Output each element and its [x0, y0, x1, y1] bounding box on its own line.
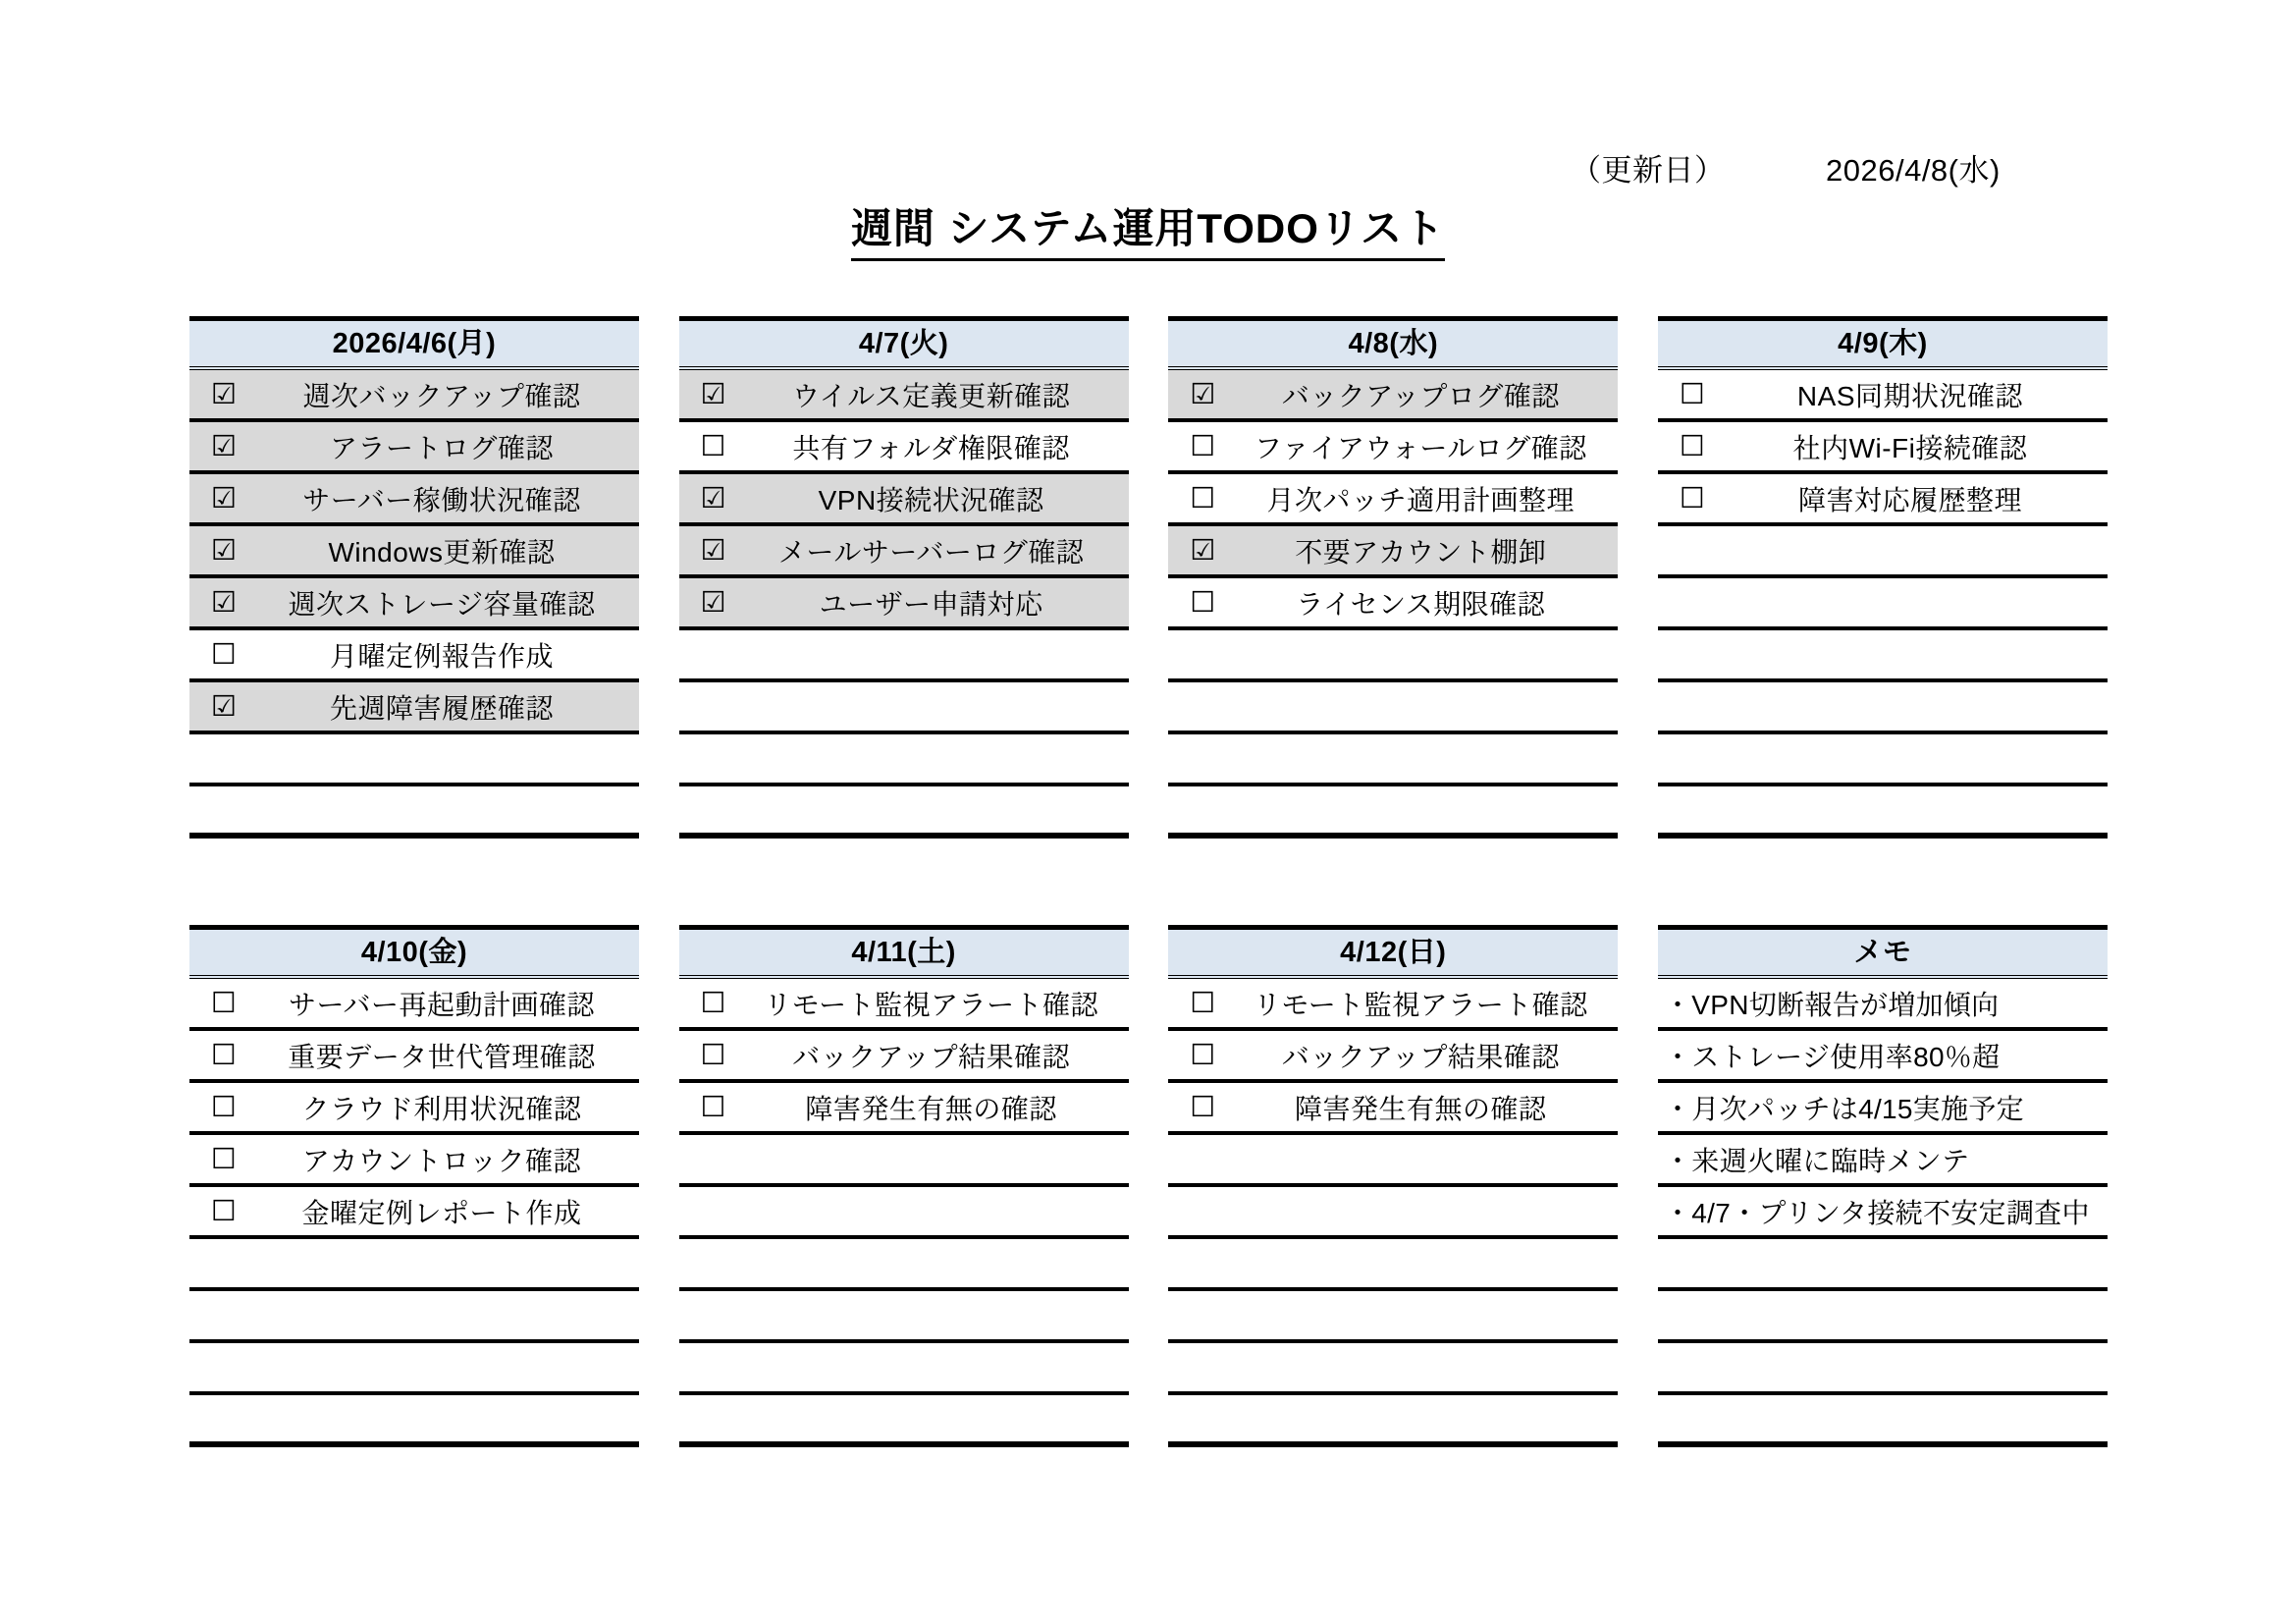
task-label: 障害発生有無の確認: [805, 1093, 1057, 1124]
document-header: [0, 145, 2296, 192]
task-label: バックアップ結果確認: [792, 1041, 1071, 1072]
task-label: NAS同期状況確認: [1796, 380, 2023, 411]
day-block-fri: [189, 925, 639, 1447]
checkbox-unchecked-icon[interactable]: ☐: [1190, 1090, 1216, 1123]
task-row-empty[interactable]: [679, 682, 1129, 734]
day-block-thu: [1658, 316, 2108, 839]
task-row-empty[interactable]: [1168, 630, 1618, 682]
update-date-value: 2026/4/8(水): [1826, 153, 2001, 188]
task-label: 週次バックアップ確認: [302, 380, 581, 411]
task-row-empty[interactable]: [679, 1395, 1129, 1447]
day-block-header-wed: 4/8(水): [1168, 316, 1618, 370]
memo-text: ・ストレージ使用率80％超: [1663, 1041, 2001, 1072]
checkbox-unchecked-icon[interactable]: ☐: [211, 1038, 237, 1071]
task-row-empty[interactable]: [189, 734, 639, 786]
checkbox-checked-icon[interactable]: ☑: [211, 585, 237, 619]
task-row[interactable]: [679, 979, 1129, 1031]
memo-text: ・VPN切断報告が増加傾向: [1663, 989, 2000, 1020]
task-label: 共有フォルダ権限確認: [792, 432, 1070, 463]
checkbox-unchecked-icon[interactable]: ☐: [211, 1090, 237, 1123]
day-block-header-memo: メモ: [1658, 925, 2108, 979]
task-row[interactable]: [189, 474, 639, 526]
task-row-empty[interactable]: [1168, 1395, 1618, 1447]
task-row[interactable]: [679, 474, 1129, 526]
task-row-empty[interactable]: [189, 1291, 639, 1343]
task-row-empty[interactable]: [1658, 786, 2108, 839]
checkbox-checked-icon[interactable]: ☑: [700, 377, 726, 410]
task-row[interactable]: [1168, 526, 1618, 578]
memo-text: ・月次パッチは4/15実施予定: [1663, 1093, 2024, 1124]
task-label: 週次ストレージ容量確認: [288, 588, 596, 620]
task-row[interactable]: [679, 578, 1129, 630]
day-block-sun: [1168, 925, 1618, 1447]
task-row[interactable]: [1168, 1083, 1618, 1135]
checkbox-unchecked-icon[interactable]: ☐: [211, 637, 237, 671]
day-block-mon: [189, 316, 639, 839]
task-label: リモート監視アラート確認: [1253, 989, 1588, 1020]
task-row-empty[interactable]: [1168, 734, 1618, 786]
update-date-label: （更新日）: [1571, 153, 1726, 188]
task-row[interactable]: [189, 1135, 639, 1187]
checkbox-unchecked-icon[interactable]: ☐: [1679, 481, 1705, 514]
checkbox-checked-icon[interactable]: ☑: [700, 585, 726, 619]
memo-row[interactable]: [1658, 979, 2108, 1031]
task-row-empty[interactable]: [1658, 578, 2108, 630]
checkbox-unchecked-icon[interactable]: ☐: [211, 1194, 237, 1227]
checkbox-unchecked-icon[interactable]: ☐: [1679, 377, 1705, 410]
task-row[interactable]: [679, 422, 1129, 474]
day-block-header-sat: 4/11(土): [679, 925, 1129, 979]
task-row-empty[interactable]: [1658, 526, 2108, 578]
task-label: 月次パッチ適用計画整理: [1266, 484, 1575, 515]
task-row-empty[interactable]: [1658, 734, 2108, 786]
task-row-empty[interactable]: [1168, 1239, 1618, 1291]
task-row[interactable]: [679, 1031, 1129, 1083]
task-label: リモート監視アラート確認: [764, 989, 1099, 1020]
page-title: 週間 システム運用TODOリスト: [851, 196, 1445, 261]
task-label: VPN接続状況確認: [818, 484, 1044, 515]
checkbox-unchecked-icon[interactable]: ☐: [1190, 429, 1216, 462]
task-label: メールサーバーログ確認: [777, 536, 1085, 568]
memo-row[interactable]: [1658, 1187, 2108, 1239]
checkbox-unchecked-icon[interactable]: ☐: [1679, 429, 1705, 462]
task-row-empty[interactable]: [189, 1343, 639, 1395]
checkbox-unchecked-icon[interactable]: ☐: [700, 1038, 726, 1071]
task-row[interactable]: [1658, 370, 2108, 422]
day-block-header-mon: 2026/4/6(月): [189, 316, 639, 370]
memo-row-empty[interactable]: [1658, 1291, 2108, 1343]
memo-row-empty[interactable]: [1658, 1239, 2108, 1291]
task-row[interactable]: [679, 1083, 1129, 1135]
memo-row[interactable]: [1658, 1135, 2108, 1187]
task-row[interactable]: [679, 370, 1129, 422]
task-row-empty[interactable]: [1168, 682, 1618, 734]
task-row-empty[interactable]: [1168, 1187, 1618, 1239]
task-label: ウイルス定義更新確認: [791, 380, 1071, 411]
memo-row-empty[interactable]: [1658, 1343, 2108, 1395]
task-label: 月曜定例報告作成: [329, 640, 554, 672]
checkbox-checked-icon[interactable]: ☑: [211, 689, 237, 723]
task-row-empty[interactable]: [189, 1395, 639, 1447]
task-row-empty[interactable]: [189, 786, 639, 839]
task-label: ライセンス期限確認: [1296, 588, 1546, 620]
task-row[interactable]: [1168, 578, 1618, 630]
task-row-empty[interactable]: [1168, 1135, 1618, 1187]
checkbox-checked-icon[interactable]: ☑: [211, 377, 237, 410]
task-label: 金曜定例レポート作成: [301, 1197, 582, 1228]
task-row[interactable]: [189, 1083, 639, 1135]
day-block-row-upper: [189, 316, 2108, 839]
task-row[interactable]: [1658, 474, 2108, 526]
checkbox-checked-icon[interactable]: ☑: [211, 481, 237, 514]
task-row-empty[interactable]: [679, 1187, 1129, 1239]
task-label: サーバー稼働状況確認: [302, 484, 581, 515]
task-label: アカウントロック確認: [301, 1145, 582, 1176]
task-row[interactable]: [189, 630, 639, 682]
memo-text: ・4/7・プリンタ接続不安定調査中: [1663, 1197, 2090, 1228]
checkbox-checked-icon[interactable]: ☑: [211, 533, 237, 567]
task-label: 先週障害履歴確認: [329, 692, 554, 724]
task-row-empty[interactable]: [1658, 682, 2108, 734]
task-row[interactable]: [189, 526, 639, 578]
task-row[interactable]: [189, 1187, 639, 1239]
day-block-sat: [679, 925, 1129, 1447]
task-row[interactable]: [1168, 474, 1618, 526]
task-row[interactable]: [1168, 422, 1618, 474]
task-label: 障害発生有無の確認: [1295, 1093, 1547, 1124]
day-block-header-fri: 4/10(金): [189, 925, 639, 979]
checkbox-unchecked-icon[interactable]: ☐: [700, 986, 726, 1019]
task-row-empty[interactable]: [679, 1291, 1129, 1343]
task-row-empty[interactable]: [679, 630, 1129, 682]
task-label: 障害対応履歴整理: [1797, 484, 2022, 515]
checkbox-checked-icon[interactable]: ☑: [1190, 533, 1216, 567]
checkbox-unchecked-icon[interactable]: ☐: [1190, 986, 1216, 1019]
task-label: Windows更新確認: [328, 536, 556, 568]
task-row-empty[interactable]: [1168, 786, 1618, 839]
task-row-empty[interactable]: [1658, 630, 2108, 682]
task-row[interactable]: [189, 370, 639, 422]
day-block-header-sun: 4/12(日): [1168, 925, 1618, 979]
checkbox-checked-icon[interactable]: ☑: [211, 429, 237, 462]
task-row[interactable]: [1168, 1031, 1618, 1083]
checkbox-checked-icon[interactable]: ☑: [700, 533, 726, 567]
checkbox-unchecked-icon[interactable]: ☐: [211, 986, 237, 1019]
task-row[interactable]: [189, 1031, 639, 1083]
checkbox-checked-icon[interactable]: ☑: [700, 481, 726, 514]
day-block-tue: [679, 316, 1129, 839]
task-label: バックアップ結果確認: [1281, 1041, 1560, 1072]
task-label: ユーザー申請対応: [819, 588, 1043, 620]
task-label: サーバー再起動計画確認: [288, 989, 596, 1020]
checkbox-unchecked-icon[interactable]: ☐: [1190, 481, 1216, 514]
day-block-wed: [1168, 316, 1618, 839]
checkbox-checked-icon[interactable]: ☑: [1190, 377, 1216, 410]
task-row[interactable]: [1658, 422, 2108, 474]
task-label: 社内Wi-Fi接続確認: [1792, 432, 2028, 463]
task-row-empty[interactable]: [679, 1343, 1129, 1395]
task-row-empty[interactable]: [679, 734, 1129, 786]
task-label: 重要データ世代管理確認: [288, 1041, 596, 1072]
task-row[interactable]: [189, 422, 639, 474]
day-block-memo: [1658, 925, 2108, 1447]
checkbox-unchecked-icon[interactable]: ☐: [1190, 1038, 1216, 1071]
task-label: クラウド利用状況確認: [301, 1093, 582, 1124]
task-row[interactable]: [189, 682, 639, 734]
memo-row[interactable]: [1658, 1083, 2108, 1135]
checkbox-unchecked-icon[interactable]: ☐: [700, 429, 726, 462]
checkbox-unchecked-icon[interactable]: ☐: [211, 1142, 237, 1175]
day-block-header-thu: 4/9(木): [1658, 316, 2108, 370]
task-row-empty[interactable]: [679, 786, 1129, 839]
task-row[interactable]: [1168, 370, 1618, 422]
task-row-empty[interactable]: [189, 1239, 639, 1291]
task-label: バックアップログ確認: [1281, 380, 1560, 411]
checkbox-unchecked-icon[interactable]: ☐: [1190, 585, 1216, 619]
task-row-empty[interactable]: [679, 1239, 1129, 1291]
task-row[interactable]: [1168, 979, 1618, 1031]
page-title-container: [0, 196, 2296, 261]
day-block-row-lower: [189, 925, 2108, 1447]
task-row[interactable]: [189, 979, 639, 1031]
memo-text: ・来週火曜に臨時メンテ: [1663, 1145, 1970, 1176]
day-block-header-tue: 4/7(火): [679, 316, 1129, 370]
memo-row[interactable]: [1658, 1031, 2108, 1083]
checkbox-unchecked-icon[interactable]: ☐: [700, 1090, 726, 1123]
task-label: アラートログ確認: [329, 432, 554, 463]
task-label: ファイアウォールログ確認: [1254, 432, 1587, 463]
task-row-empty[interactable]: [1168, 1291, 1618, 1343]
task-row[interactable]: [679, 526, 1129, 578]
task-row[interactable]: [189, 578, 639, 630]
task-row-empty[interactable]: [1168, 1343, 1618, 1395]
memo-row-empty[interactable]: [1658, 1395, 2108, 1447]
task-row-empty[interactable]: [679, 1135, 1129, 1187]
task-label: 不要アカウント棚卸: [1295, 536, 1547, 568]
